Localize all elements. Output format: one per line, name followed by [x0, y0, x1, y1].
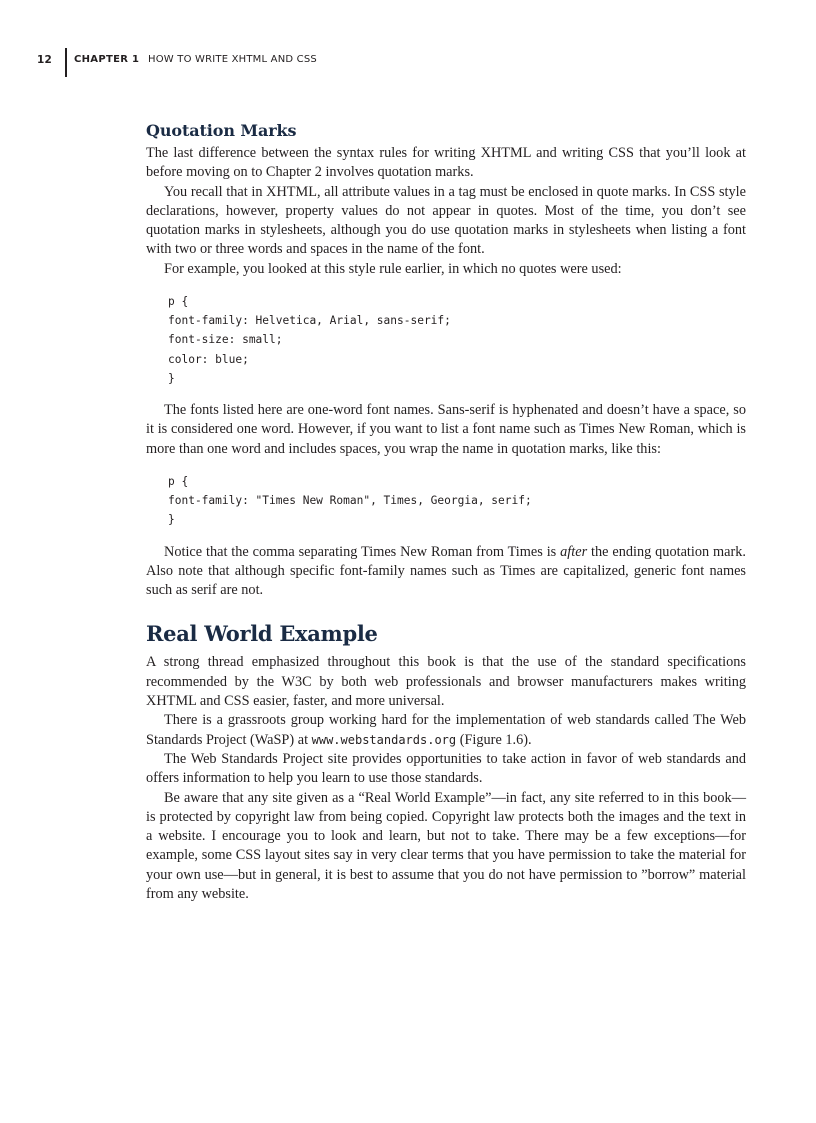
text-run: the ending quotation mark. Also note that although specific font-family names such as Times are capitalized, generic font names such as serif are not. — [146, 543, 746, 599]
code-block-style-rule: p { font-family: Helvetica, Arial, sans-serif; font-size: small; color: blue; } — [168, 295, 451, 385]
section-spacer — [146, 600, 746, 619]
paragraph: The Web Standards Project site provides opportunities to take action in favor of web standards and offers information to help you learn to use those standards. — [146, 750, 746, 787]
paragraph — [146, 711, 746, 750]
emphasis-after: after — [560, 543, 588, 560]
chapter-title: HOW TO WRITE XHTML AND CSS — [148, 54, 317, 65]
text-run: There is a grassroots group working hard for the implementation of web standards called The Web Standards Project (WaSP) at — [146, 712, 746, 748]
paragraph: The last difference between the syntax rules for writing XHTML and writing CSS that you’ll look at before moving on to Chapter 2 involves quotation marks. — [146, 145, 746, 181]
code-block-times-new-roman: p { font-family: "Times New Roman", Times, Georgia, serif; } — [168, 474, 532, 527]
paragraph: The fonts listed here are one-word font names. Sans-serif is hyphenated and doesn’t have a space, so it is considered one word. However, if you want to list a font name such as Times New Roman, which is more than one word and includes spaces, you wrap the name in quotation marks, like this: — [146, 402, 746, 457]
header-divider — [65, 48, 67, 77]
real-world-example-section — [146, 619, 746, 904]
paragraph: For example, you looked at this style rule earlier, in which no quotes were used: — [164, 260, 622, 277]
paragraph: You recall that in XHTML, all attribute values in a tag must be enclosed in quote marks. In CSS style declarations, however, property values do not appear in quotes. Most of the time, you don’t see quotation marks in stylesheets, although you do use quotation marks in stylesheets when listing a font with two or three words and spaces in the name of the font. — [146, 183, 746, 258]
text-run: (Figure 1.6). — [456, 731, 532, 748]
quotation-marks-heading: Quotation Marks — [146, 121, 297, 140]
quotation-marks-section — [146, 120, 746, 600]
paragraph: A strong thread emphasized throughout this book is that the use of the standard specifications recommended by the W3C by both web professionals and browser manufacturers makes writing XHTML and CSS easier, faster, and more universal. — [146, 654, 746, 710]
real-world-example-heading: Real World Example — [146, 621, 378, 647]
running-header — [0, 48, 816, 78]
paragraph — [146, 543, 746, 601]
url-text: www.webstandards.org — [311, 732, 457, 747]
paragraph: Be aware that any site given as a “Real World Example”—in fact, any site referred to in this book—is protected by copyright law from being copied. Copyright law protects both the images and the text in a website. I encourage you to look and learn, but not to take. There may be a few exceptions—for example, some CSS layout sites say in very clear terms that you have permission to take the material for your own use—but in general, it is best to assume that you do not have permission to ”borrow” material from any website. — [146, 789, 746, 903]
chapter-label: CHAPTER 1 — [74, 54, 140, 65]
text-run: Notice that the comma separating Times New Roman from Times is — [164, 543, 561, 560]
page-body — [146, 120, 746, 904]
page-number: 12 — [36, 54, 52, 66]
